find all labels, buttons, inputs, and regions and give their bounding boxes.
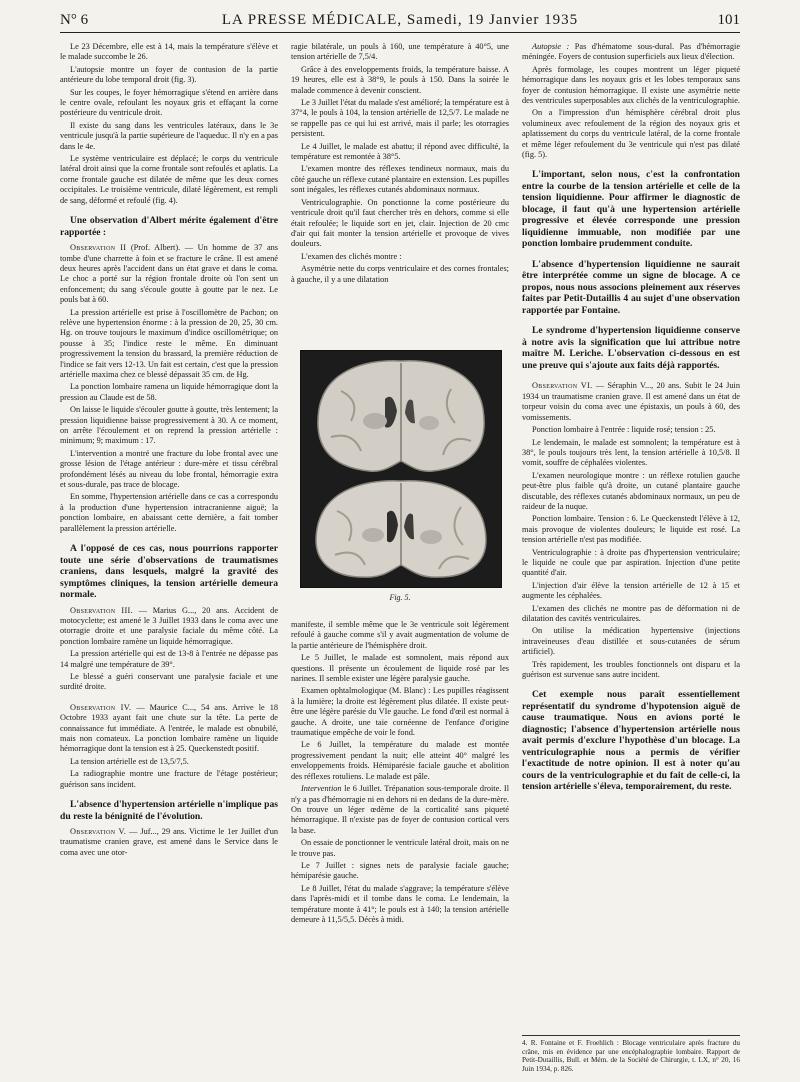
paragraph: La pression artérielle qui est de 13-8 à l'entrée ne dépasse pas 14 malgré une température de 39°. [60, 649, 278, 669]
figure-5 [291, 350, 509, 612]
paragraph: Le 3 Juillet l'état du malade s'est amélioré; la température est à 37°4, le pouls à 104, la tension artérielle de 12,5/7. Le malade ne se rappelle pas ce qui lui est arrivé, mais il parle; les otorragies persistent. [291, 98, 509, 139]
paragraph: Ponction lombaire. Tension : 6. Le Queckenstedt l'élève à 12, mais provoque de violentes douleurs; le liquide est rosé. La tension artérielle n'est pas modifiée. [522, 514, 740, 545]
paragraph: Très rapidement, les troubles fonctionnels ont disparu et la guérison est survenue sans autre incident. [522, 659, 740, 680]
paragraph: L'injection d'air élève la tension artérielle de 12 à 15 et augmente les céphalées. [522, 580, 740, 601]
observation-label: Observation III. [70, 605, 133, 615]
paragraph: Ponction lombaire à l'entrée : liquide rosé; tension : 25. [532, 425, 716, 435]
section-heading: Cet exemple nous paraît essentiellement représentatif du syndrome d'hypotension aiguë de cause traumatique. Nous en avions porté le diagnostic; l'absence d'hypertension artérielle nous avait permis d'exclure l'hypothèse d'un blocage. La ventriculographie nous a permis de vérifier l'exactitude de notre opinion. Il est à noter qu'au cours de la ventriculographie et du fait de celle-ci, la tension artérielle s'éleva, temporairement, du reste. [522, 689, 740, 793]
paragraph: Ventriculographie : à droite pas d'hypertension ventriculaire; le liquide ne coule que par aspiration. Injection d'une petite quantité d'air. [522, 547, 740, 578]
brain-section-lower [316, 481, 486, 577]
paragraph: Le 5 Juillet, le malade est somnolent, mais répond aux questions. Il présente un écoulement de liquide rosé par les narines. Il semble exister une légère paralysie gauche. [291, 653, 509, 684]
brain-sections-photo [300, 350, 502, 588]
observation-paragraph [522, 381, 740, 423]
paragraph: La pression artérielle est prise à l'oscillomètre de Pachon; on relève une hypertension énorme : à la pression de 20, 25, 30 cm. Hg. on trouve toujours le maximum d'indice oscillométrique; on pousse à 35; l'indice reste le même. En diminuant progressivement la tension du brassard, la première réduction de l'indice se fait vers 12-13. Un fait est certain, c'est que la pression artérielle maxima chez ce blessé dépassait 35 cm. de Hg. [60, 307, 278, 379]
paragraph: L'examen des clichés ne montre pas de déformation ni de dilatation des cavités ventriculaires. [522, 603, 740, 623]
paragraph: L'examen neurologique montre : un réflexe rotulien gauche peut-être plus faible qu'à droite, un cutané plantaire gauche discutable, des réflexes cutanés abdominaux normaux, un peu de raideur de la nuque. [522, 470, 740, 511]
column-right [522, 42, 740, 1032]
paragraph: manifeste, il semble même que le 3e ventricule soit légèrement refoulé à gauche comme s'il y avait augmentation de volume de la partie antérieure de l'hémisphère droit. [291, 620, 509, 650]
paragraph: Le blessé a guéri conservant une paralysie faciale et une surdité droite. [60, 672, 278, 692]
paragraph: La tension artérielle est de 13,5/7,5. [70, 756, 189, 766]
paragraph: ragie bilatérale, un pouls à 160, une température à 40°5, une tension artérielle de 7,5/4. [291, 42, 509, 62]
figure-caption: Fig. 5. [389, 593, 411, 602]
journal-title: LA PRESSE MÉDICALE, Samedi, 19 Janvier 1935 [221, 12, 579, 28]
paragraph: On a l'impression d'un hémisphère cérébral droit plus volumineux avec refoulement de la région des noyaux gris et aplatissement du corps du ventricule latéral, de la corne frontale et même léger refoulement du 3e ventricule qui n'est pas dilaté (fig. 5). [522, 108, 740, 160]
paragraph: Grâce à des enveloppements froids, la température baisse. A 19 heures, elle est à 38°9, le pouls à 150. Dans la soirée le malade commence à devenir conscient. [291, 64, 509, 95]
section-heading: A l'opposé de ces cas, nous pourrions rapporter toute une série d'observations de traumatismes craniens, dans lesquels, malgré la gravité des symptômes cliniques, la tension artérielle demeura normale. [60, 543, 278, 601]
observation-text: — Marius G..., 20 ans. Accident de motocyclette; est amené le 3 Juillet 1933 dans le coma avec une otorragie droite et une paralysie faciale du même côté. La ponction lombaire ramène un liquide hémorragique. [60, 605, 278, 646]
paragraph: Ventriculographie. On ponctionne la corne postérieure du ventricule droit qu'il faut chercher très en dehors, comme si elle était refoulée; le liquide sort en jet, clair. Injection de 20 cmc d'air qui fait monter la tension artérielle et provoque de vives douleurs. [291, 197, 509, 249]
section-heading: L'important, selon nous, c'est la confrontation entre la courbe de la tension artérielle et celle de la tension liquidienne. Pour affirmer le diagnostic de blocage, il faut qu'à une hypertension artérielle progressive et élevée corresponde une pression liquidienne immuable, non modifiée par une ponction lombaire prudemment conduite. [522, 169, 740, 250]
column-middle-top [291, 42, 509, 304]
footnote: 4. R. Fontaine et F. Froehlich : Blocage ventriculaire après fracture du crâne, mis en évidence par une encéphalographie lombaire. Rapport de Petit-Dutaillis, Bull. et Mém. de la Société de Chirurgie, t. LX, n° 20, 16 Juin 1934, p. 826. [522, 1035, 740, 1073]
observation-text: — Juf..., 29 ans. Victime le 1er Juillet d'un traumatisme cranien grave, est amené dans le Service dans le coma avec une otor- [60, 827, 278, 857]
paragraph: On essaie de ponctionner le ventricule latéral droit, mais on ne le trouve pas. [291, 838, 509, 858]
brain-sections-image [301, 351, 501, 587]
page-header [60, 10, 740, 33]
paragraph: Le 23 Décembre, elle est à 14, mais la température s'élève et le malade succombe le 26. [60, 42, 278, 62]
autopsie-text: Pas d'hématome sous-dural. Pas d'hémorragie méningée. Foyers de contusion superficiels aux lieux d'élection. [522, 42, 740, 62]
section-heading: L'absence d'hypertension liquidienne ne saurait être interprétée comme un signe de blocage. A ce propos, nous nous associons pleinement aux réserves faites par Petit-Dutaillis 4 au sujet d'une observation rapportée par Fontaine. [522, 258, 740, 316]
paragraph: En somme, l'hypertension artérielle dans ce cas a correspondu à la production d'une hypertension intracranienne aiguë; la ponction lombaire, en abaissant cette dernière, a fait tomber parallèlement la pression artérielle. [60, 492, 278, 533]
paragraph: Le 6 Juillet, la température du malade est montée progressivement pendant la nuit; elle atteint 40° malgré les enveloppements froids. Hémiparésie faciale gauche et abolition des réflexes rotuliens. Le malade est pâle. [291, 740, 509, 781]
paragraph [522, 42, 740, 63]
intervention-label: Intervention [301, 784, 342, 794]
paragraph: L'examen des clichés montre : [301, 251, 402, 261]
observation-text: — Maurice C..., 54 ans. Arrive le 18 Octobre 1933 ayant fait une chute sur la tête. La perte de connaissance fut immédiate. A l'entrée, le malade est obnubilé, mais non comateux. La ponction lombaire ramène un liquide hémorragique dont la tension est à 25. Queckenstedt positif. [60, 702, 278, 754]
observation-label: Observation V. [70, 827, 127, 837]
paragraph: Examen ophtalmologique (M. Blanc) : Les pupilles réagissent à la lumière; la droite est légèrement plus dilatée. Il existe peut-être une légère parésie du VIe gauche. Le fond d'œil est normal à gauche. A droite, une taie cornéenne de l'enfance d'origine traumatique empêche de voir le fond. [291, 686, 509, 738]
page-number: 101 [717, 12, 740, 28]
observation-paragraph [60, 827, 278, 858]
observation-paragraph [60, 703, 278, 755]
observation-paragraph [60, 243, 278, 305]
paragraph: Le 8 Juillet, l'état du malade s'aggrave; la température s'élève dans l'après-midi et il tombe dans le coma. Le lendemain, la température monte à 41°; le pouls est à 140; la tension artérielle demeure à 11,5/5,5. Décès à midi. [291, 883, 509, 924]
observation-label: Observation VI. [532, 381, 593, 391]
paragraph: Asymétrie nette du corps ventriculaire et des cornes frontales; à gauche, il y a une dilatation [291, 264, 509, 284]
paragraph: L'examen montre des réflexes tendineux normaux, mais du côté gauche un réflexe cutané plantaire en extension. Les pupilles sont inégales, les réflexes cutanés abdominaux normaux. [291, 164, 509, 195]
observation-text: — Séraphin V..., 20 ans. Subit le 24 Juin 1934 un traumatisme cranien grave. Il est amené dans un état de torpeur voisin du coma avec une épistaxis, un pouls à 60, des vomissements. [522, 381, 740, 422]
column-left [60, 42, 278, 1072]
paragraph: L'intervention a montré une fracture du lobe frontal avec une grosse lésion de l'étage antérieur : dure-mère et tissu cérébral profondément lésés au niveau du lobe frontal, hémorragie extra et sous-durale, pas trace de blocage. [60, 448, 278, 490]
issue-number: N° 6 [60, 12, 89, 28]
observation-paragraph [60, 606, 278, 648]
paragraph: Le lendemain, le malade est somnolent; la température est à 38°, le pouls toujours très lent, la tension artérielle à 10,5/8. Il vomit, souffre de céphalées violentes. [522, 437, 740, 468]
section-heading: Le syndrome d'hypertension liquidienne conserve à notre avis la signification que lui attribue notre maître M. Leriche. L'observation ci-dessous en est une preuve qui s'ajoute aux faits déjà rapportés. [522, 325, 740, 371]
paragraph: Sur les coupes, le foyer hémorragique s'étend en arrière dans le centre ovale, refoulant les noyaux gris et effaçant la corne postérieure du ventricule droit. [60, 87, 278, 118]
paragraph: On utilise la médication hypertensive (injections intraveineuses d'eau distillée et sous-cutanées de sérum artificiel). [522, 626, 740, 657]
brain-section-upper [318, 361, 484, 472]
column-middle-bottom [291, 620, 509, 1040]
paragraph: La radiographie montre une fracture de l'étage postérieur; guérison sans incident. [60, 769, 278, 789]
paragraph [291, 784, 509, 836]
observation-label: Observation II [70, 243, 127, 253]
paragraph: L'autopsie montre un foyer de contusion de la partie antérieure du lobe temporal droit (fig. 3). [60, 64, 278, 85]
paragraph: Il existe du sang dans les ventricules latéraux, dans le 3e ventricule jusqu'à la partie supérieure de l'aqueduc. Il n'y en a pas dans le 4e. [60, 120, 278, 151]
observation-text: (Prof. Albert). — Un homme de 37 ans tombe d'une charrette à foin et se fracture le crâne. Il est amené deux heures après l'accident dans un état grave et dans le coma. Le choc a porté sur la région frontale droite où l'on sent un enfoncement; du sang s'écoule goutte à goutte par le nez. Le pouls bat à 60. [60, 243, 278, 305]
section-heading: Une observation d'Albert mérite également d'être rapportée : [60, 215, 278, 238]
paragraph: Le 7 Juillet : signes nets de paralysie faciale gauche; hémiparésie gauche. [291, 860, 509, 881]
paragraph: La ponction lombaire ramena un liquide hémorragique dont la pression au Claude est de 58. [60, 382, 278, 402]
paragraph: Après formolage, les coupes montrent un léger piqueté hémorragique dans les noyaux gris et les lobes temporaux sans foyer de contusion hémorragique. Il existe une asymétrie nette des ventricules superposables aux clichés de la ventriculographie. [522, 64, 740, 106]
section-heading: L'absence d'hypertension artérielle n'implique pas du reste la bénignité de l'évolution. [60, 799, 278, 822]
paragraph: On laisse le liquide s'écouler goutte à goutte, très lentement; la pression liquidienne baisse progressivement à 30. A ce moment, on arrête l'écoulement et on reprend la pression artérielle : minimum; 9; maximum : 17. [60, 405, 278, 446]
observation-label: Observation IV. [70, 702, 132, 712]
intervention-text: le 6 Juillet. Trépanation sous-temporale droite. Il n'y a pas d'hémorragie ni en dehors ni en dedans de la dure-mère. On trouve un léger œdème de la corticalité sans piqueté hémorragique. Il n'existe pas de foyer de contusion cortical vers la base. [291, 784, 509, 835]
autopsie-label: Autopsie : [532, 42, 570, 51]
paragraph: Le 4 Juillet, le malade est abattu; il répond avec difficulté, la température est remontée à 38°5. [291, 141, 509, 162]
paragraph: Le système ventriculaire est déplacé; le corps du ventricule latéral droit ainsi que la corne frontale sont refoulés et aplatis. La corne frontale gauche est dilatée de même que les deux cornes occipitales. Le troisième ventricule, dilaté légèrement, est rempli de sang, déformé et refoulé (fig. 4). [60, 154, 278, 205]
